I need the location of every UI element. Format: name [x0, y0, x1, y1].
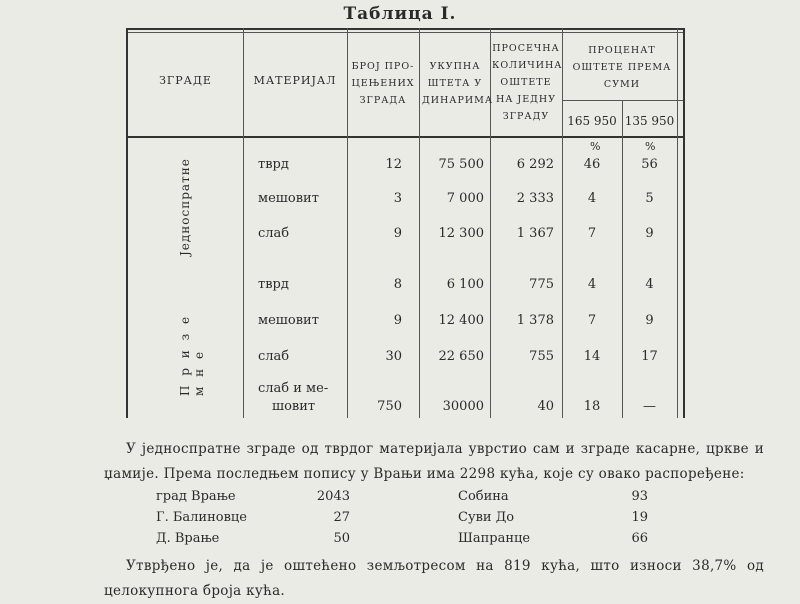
- row5-pct1: 7: [587, 313, 597, 328]
- towns-left-list: [156, 486, 356, 549]
- row4-count: 8: [393, 277, 402, 292]
- table-top-border-inner: [128, 32, 683, 33]
- group-one-storey: Једноспратне: [178, 158, 192, 256]
- row6-pct2: 17: [641, 349, 658, 364]
- row4-avg: 775: [529, 277, 554, 292]
- town-row: [156, 507, 356, 528]
- header-sum-2: 135 950: [624, 114, 675, 128]
- row4-pct1: 4: [587, 277, 597, 292]
- town-row: [458, 528, 658, 549]
- row2-pct1: 4: [587, 191, 597, 206]
- row6-count: 30: [385, 349, 402, 364]
- town-row: [156, 528, 356, 549]
- row3-material: слаб: [258, 226, 290, 241]
- row3-pct1: 7: [587, 226, 597, 241]
- towns-right-list: [458, 486, 658, 549]
- header-total-damage: УКУПНА ШТЕТА У ДИНАРИМА: [422, 61, 494, 106]
- town-name: град Врање: [156, 489, 236, 504]
- paragraph-2: Утврђено је, да је оштећено земљотресом на 819 кућа, што износи 38,7% од целокупнога броја кућа.: [104, 558, 764, 599]
- town-name: Собина: [458, 489, 509, 504]
- row5-material: мешовит: [258, 313, 319, 328]
- header-count: БРОЈ ПРО-ЦЕЊЕНИХ ЗГРАДА: [351, 61, 415, 106]
- row2-pct2: 5: [645, 191, 654, 206]
- town-value: 93: [631, 489, 648, 504]
- row1-pct2: 56: [641, 157, 658, 172]
- town-row: [156, 486, 356, 507]
- row1-material: тврд: [258, 157, 289, 172]
- row6-avg: 755: [529, 349, 554, 364]
- row6-pct1: 14: [583, 349, 601, 364]
- town-name: Суви До: [458, 510, 515, 525]
- row1-avg: 6 292: [516, 157, 554, 172]
- town-name: Шапранце: [458, 531, 531, 546]
- paragraph-1: У једноспратне зграде од тврдог материјала уврстио сам и зграде касарне, цркве и џамије. Према последњем попису у Врањи има 2298 кућа, које су овако распоређене:: [104, 441, 764, 482]
- row6-total: 22 650: [438, 349, 484, 364]
- row2-avg: 2 333: [516, 191, 554, 206]
- header-percent: ПРОЦЕНАТ ОШТЕТЕ ПРЕМА СУМИ: [572, 45, 672, 90]
- row3-pct2: 9: [645, 226, 654, 241]
- col-divider-2: [347, 28, 348, 418]
- row1-count: 12: [385, 157, 402, 172]
- row7-material-line1: слаб и ме-: [258, 381, 329, 396]
- col-divider-6: [622, 100, 623, 418]
- row7-avg: 40: [537, 399, 554, 414]
- row7-pct2: —: [643, 399, 656, 414]
- row3-avg: 1 367: [516, 226, 554, 241]
- town-value: 2043: [316, 489, 350, 504]
- town-value: 27: [333, 510, 350, 525]
- row2-total: 7 000: [446, 191, 484, 206]
- row1-pct1: 46: [583, 157, 601, 172]
- header-avg-damage: ПРОСЕЧНА КОЛИЧИНА ОШТЕТЕ НА ЈЕДНУ ЗГРАДУ: [492, 43, 563, 122]
- town-row: [458, 507, 658, 528]
- town-name: Г. Балиновце: [156, 510, 247, 525]
- percent-sign-2: %: [645, 140, 656, 153]
- town-value: 66: [631, 531, 648, 546]
- header-sum-1: 165 950: [567, 114, 617, 128]
- header-buildings: ЗГРАДЕ: [159, 74, 212, 87]
- row4-pct2: 4: [645, 277, 654, 292]
- row4-material: тврд: [258, 277, 289, 292]
- row7-count: 750: [377, 399, 402, 414]
- row3-total: 12 300: [438, 226, 484, 241]
- row4-total: 6 100: [446, 277, 484, 292]
- town-row: [458, 486, 658, 507]
- row5-count: 9: [393, 313, 402, 328]
- town-value: 50: [333, 531, 350, 546]
- row7-material-line2: шовит: [272, 399, 316, 414]
- header-material: МАТЕРИЈАЛ: [253, 74, 337, 87]
- group-ground: П р и з е м н е: [178, 313, 206, 396]
- row7-total: 30000: [442, 399, 484, 414]
- town-value: 19: [631, 510, 648, 525]
- table-title: Таблица I.: [343, 4, 457, 24]
- row5-pct2: 9: [645, 313, 654, 328]
- row2-material: мешовит: [258, 191, 319, 206]
- damage-table: [126, 28, 685, 418]
- row1-total: 75 500: [438, 157, 484, 172]
- town-name: Д. Врање: [156, 531, 220, 546]
- row3-count: 9: [393, 226, 402, 241]
- row6-material: слаб: [258, 349, 290, 364]
- row5-avg: 1 378: [516, 313, 554, 328]
- table-top-border: [128, 28, 683, 30]
- row5-total: 12 400: [438, 313, 484, 328]
- percent-sign-1: %: [590, 140, 601, 153]
- col-divider-right-inner: [677, 28, 678, 418]
- col-divider-4: [490, 28, 491, 418]
- header-bottom-rule: [128, 136, 683, 138]
- row2-count: 3: [393, 191, 402, 206]
- col-divider-3: [419, 28, 420, 418]
- row7-pct1: 18: [583, 399, 601, 414]
